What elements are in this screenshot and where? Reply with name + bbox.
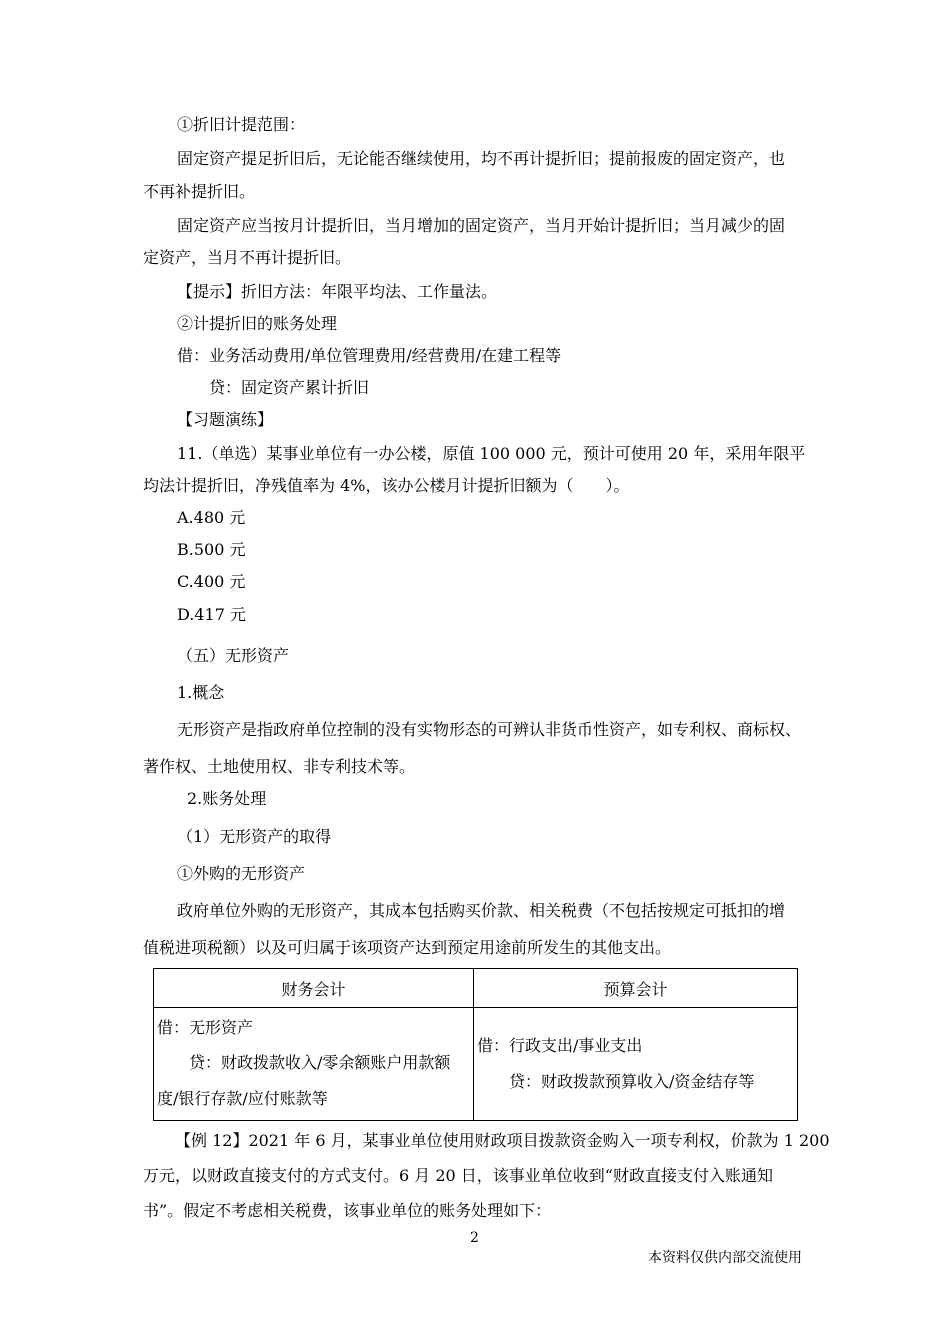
question-text: 均法计提折旧，净残值率为 4%，该办公楼月计提折旧额为（ ）。 [143, 476, 630, 495]
journal-debit: 借：业务活动费用/单位管理费用/经营费用/在建工程等 [177, 346, 562, 365]
text-line: 定资产，当月不再计提折旧。 [143, 248, 352, 267]
text-line: 值税进项税额）以及可归属于该项资产达到预定用途前所发生的其他支出。 [143, 938, 672, 957]
example-text: 书”。假定不考虑相关税费，该事业单位的账务处理如下： [143, 1201, 552, 1220]
option-c: C.400 元 [177, 572, 246, 591]
subsection-heading: 1.概念 [177, 683, 225, 702]
text-line: 政府单位外购的无形资产，其成本包括购买价款、相关税费（不包括按规定可抵扣的增 [177, 901, 786, 920]
text-line: 不再补提折旧。 [143, 182, 256, 201]
entry-line: 贷：财政拨款收入/零余额账户用款额 [189, 1053, 451, 1072]
entry-line: 借：无形资产 [157, 1018, 254, 1037]
option-a: A.480 元 [177, 508, 246, 527]
tip-line: 【提示】折旧方法：年限平均法、工作量法。 [177, 282, 498, 301]
budget-entry-cell [474, 1008, 798, 1121]
accounting-table [153, 968, 798, 1121]
text-line: 著作权、土地使用权、非专利技术等。 [143, 757, 416, 776]
section-heading: （五）无形资产 [177, 646, 290, 665]
journal-credit: 贷：固定资产累计折旧 [209, 378, 370, 397]
text-line: 固定资产应当按月计提折旧，当月增加的固定资产，当月开始计提折旧；当月减少的固 [177, 216, 786, 235]
question-text: 11.（单选）某事业单位有一办公楼，原值 100 000 元，预计可使用 20 年，采用年限平 [177, 444, 806, 463]
example-text: 【例 12】2021 年 6 月，某事业单位使用财政项目拨款资金购入一项专利权，价款为 1 200 [175, 1131, 830, 1150]
section-heading: 【习题演练】 [177, 410, 274, 429]
table-header-financial: 财务会计 [154, 969, 474, 1008]
text-line: ①外购的无形资产 [177, 864, 306, 883]
entry-line: 度/银行存款/应付账款等 [157, 1089, 328, 1108]
table-header-budget: 预算会计 [474, 969, 798, 1008]
footer-note: 本资料仅供内部交流使用 [648, 1250, 802, 1266]
text-line: 无形资产是指政府单位控制的没有实物形态的可辨认非货币性资产，如专利权、商标权、 [177, 720, 802, 739]
financial-entry-cell [154, 1008, 474, 1121]
option-d: D.417 元 [177, 605, 246, 624]
subsection-heading: （1）无形资产的取得 [177, 827, 332, 846]
option-b: B.500 元 [177, 540, 246, 559]
text-line: ②计提折旧的账务处理 [177, 314, 338, 333]
page-number: 2 [470, 1230, 479, 1246]
example-text: 万元，以财政直接支付的方式支付。6 月 20 日，该事业单位收到“财政直接支付入账通知 [143, 1166, 773, 1185]
entry-line: 贷：财政拨款预算收入/资金结存等 [509, 1072, 755, 1091]
text-line: 固定资产提足折旧后，无论能否继续使用，均不再计提折旧；提前报废的固定资产，也 [177, 149, 786, 168]
entry-line: 借：行政支出/事业支出 [477, 1036, 643, 1055]
text-line: ①折旧计提范围： [177, 115, 306, 134]
subsection-heading: 2.账务处理 [187, 789, 267, 808]
